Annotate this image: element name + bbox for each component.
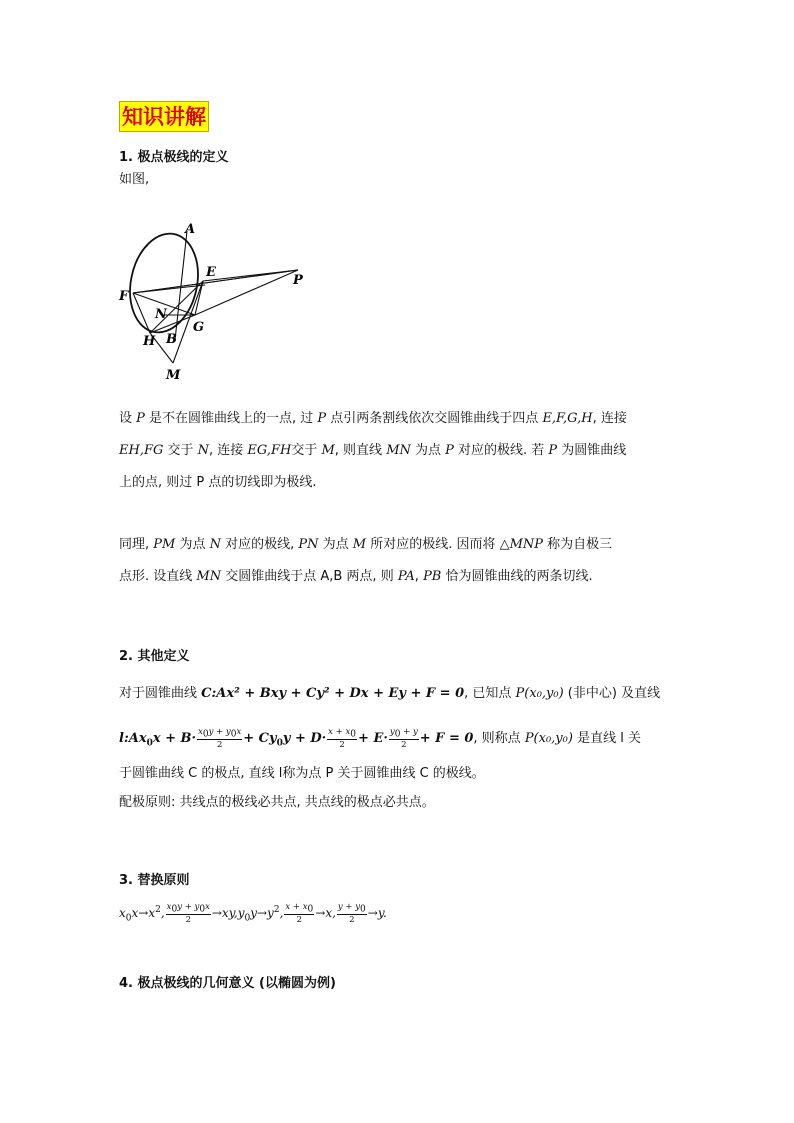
label-F: F (119, 289, 129, 304)
heading-substitution: 3. 替换原则 (119, 873, 190, 888)
heading-definition: 1. 极点极线的定义 (119, 150, 229, 165)
paragraph-other-3: 于圆锥曲线 C 的极点, 直线 l称为点 P 关于圆锥曲线 C 的极线。 (119, 766, 485, 781)
intro-text: 如图, (119, 172, 150, 187)
label-P: P (293, 273, 303, 288)
paragraph-other-1: 对于圆锥曲线 C:Ax² + Bxy + Cy² + Dx + Ey + F = 0, 已知点 P(x₀,y₀) (非中心) 及直线 (119, 686, 661, 701)
label-G: G (193, 320, 205, 335)
polar-figure (115, 215, 315, 385)
paragraph-definition-1b: EH,FG 交于 N, 连接 EG,FH交于 M, 则直线 MN 为点 P 对应的极线. 若 P 为圆锥曲线 (119, 443, 627, 458)
paragraph-other-2: $l:Ax_0x + B\cdot$ $\frac{x_0y + y_0x}{2}$ + $Cy_0y + D\cdot$ $\frac{x + x_0}{2}$ + E· $\frac{y_0 + y}{2}$ + F = 0, 则称点 P(x₀,y₀) 是直线 l 关 (119, 726, 641, 751)
paragraph-other-4: 配极原则: 共线点的极线必共点, 共点线的极点必共点。 (119, 795, 435, 810)
label-E: E (206, 265, 216, 280)
label-H: H (143, 334, 156, 349)
substitution-formula: $x_0x\to x^2$, $\frac{x_0y + y_0x}{2}$ $\to xy,y_0y\to y^2$, $\frac{x + x_0}{2}$ →x, $\frac{y + y_0}{2}$ →y. (119, 901, 387, 926)
paragraph-definition-1: 设 P 是不在圆锥曲线上的一点, 过 P 点引两条割线依次交圆锥曲线于四点 E,F,G,H, 连接 (119, 411, 627, 426)
label-M: M (166, 368, 181, 383)
paragraph-definition-2b: 点形. 设直线 MN 交圆锥曲线于点 A,B 两点, 则 PA, PB 恰为圆锥曲线的两条切线. (119, 569, 593, 584)
label-B: B (166, 332, 177, 347)
heading-other-definition: 2. 其他定义 (119, 649, 190, 664)
label-A: A (185, 222, 196, 237)
label-N: N (155, 307, 167, 322)
section-title-badge: 知识讲解 (119, 101, 209, 132)
paragraph-definition-2: 同理, PM 为点 N 对应的极线, PN 为点 M 所对应的极线. 因而将 △MNP 称为自极三 (119, 537, 613, 552)
paragraph-definition-1c: 上的点, 则过 P 点的切线即为极线. (119, 475, 317, 490)
heading-geometric-meaning: 4. 极点极线的几何意义 (以椭圆为例) (119, 976, 336, 991)
